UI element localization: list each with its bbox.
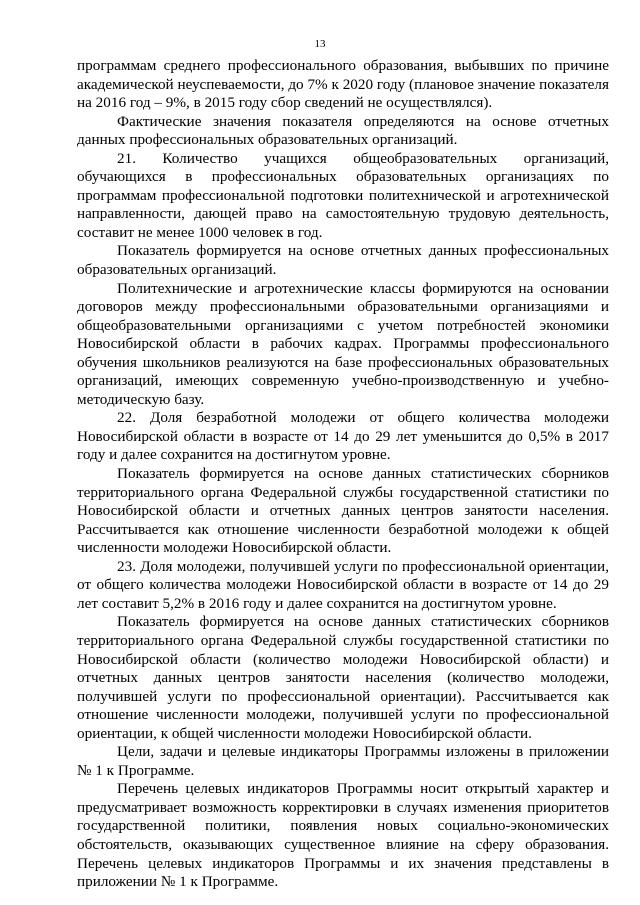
paragraph-indicator-22: 22. Доля безработной молодежи от общего количества молодежи Новосибирской области в возрасте от 14 до 29 лет уменьшится до 0,5% в 2017 году и далее сохранится на достигнутом уровне. (77, 409, 609, 464)
paragraph-indicator-22-source: Показатель формируется на основе данных статистических сборников территориального органа Федеральной службы государственной статистики по Новосибирской области и отчетных данных центров занятости населения. Рассчитывается как отношение численности безработной молодежи к общей численности молодежи Новосибирской области. (77, 465, 609, 557)
paragraph-goals: Цели, задачи и целевые индикаторы Программы изложены в приложении № 1 к Программе. (77, 743, 609, 779)
paragraph-continuation: программам среднего профессионального образования, выбывших по причине академической неуспеваемости, до 7% к 2020 году (плановое значение показателя на 2016 год – 9%, в 2015 году сбор сведений не осуществлялся). (77, 57, 609, 112)
paragraph-indicator-21-source: Показатель формируется на основе отчетных данных профессиональных образовательных организаций. (77, 242, 609, 279)
paragraph-fact-values: Фактические значения показателя определяются на основе отчетных данных профессиональных образовательных организаций. (77, 112, 609, 149)
paragraph-indicator-21: 21. Количество учащихся общеобразовательных организаций, обучающихся в профессиональных образовательных организациях по программам профессиональной подготовки политехнической и агротехнической направленности, дающей право на самостоятельную трудовую деятельность, составит не менее 1000 человек в год. (77, 149, 609, 241)
page-number: 13 (314, 38, 326, 50)
paragraph-indicator-23: 23. Доля молодежи, получившей услуги по профессиональной ориентации, от общего количества молодежи Новосибирской области в возрасте от 14 до 29 лет составит 5,2% в 2016 году и далее сохранится на достигнутом уровне. (77, 557, 609, 612)
document-body (77, 57, 609, 892)
paragraph-classes: Политехнические и агротехнические классы формируются на основании договоров между профессиональными образовательными организациями и общеобразовательными организациями с учетом потребностей экономики Новосибирской области в рабочих кадрах. Программы профессионального обучения школьников реализуются на базе профессиональных образовательных организаций, имеющих современную учебно-производственную и учебно-методическую базу. (77, 279, 609, 408)
paragraph-indicator-list: Перечень целевых индикаторов Программы носит открытый характер и предусматривает возможность корректировки в случаях изменения приоритетов государственной политики, появления новых социально-экономических обстоятельств, оказывающих существенное влияние на сферу образования. Перечень целевых индикаторов Программы и их значения представлены в приложении № 1 к Программе. (77, 780, 609, 891)
paragraph-indicator-23-source: Показатель формируется на основе данных статистических сборников территориального органа Федеральной службы государственной статистики по Новосибирской области (количество молодежи Новосибирской области) и отчетных данных центров занятости населения (количество молодежи, получившей услуги по профессиональной ориентации). Рассчитывается как отношение численности молодежи, получившей услуги по профессиональной ориентации, к общей численности молодежи Новосибирской области. (77, 613, 609, 742)
